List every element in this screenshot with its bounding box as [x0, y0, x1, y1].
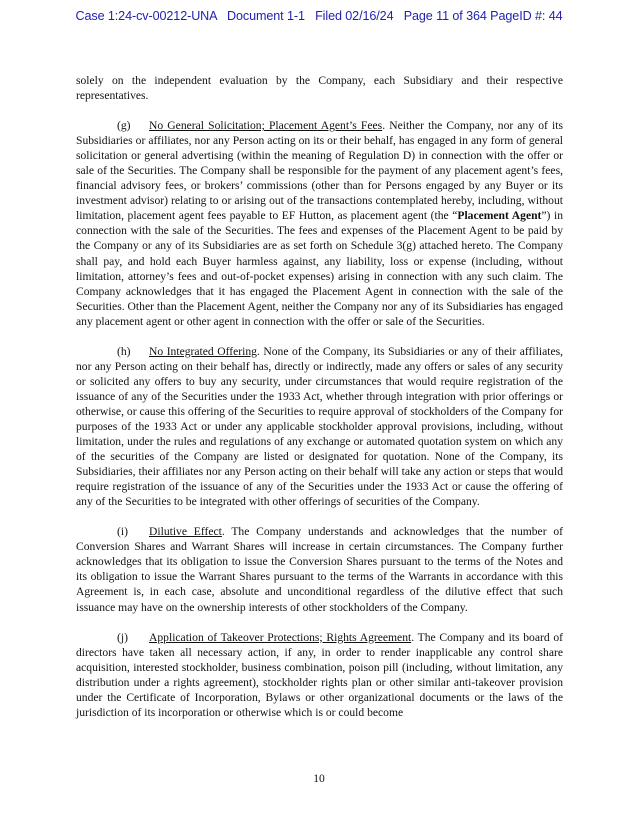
continuation-paragraph: solely on the independent evaluation by the Company, each Subsidiary and their respective representatives. — [76, 74, 563, 103]
section-i — [76, 524, 563, 614]
section-h — [76, 344, 563, 510]
section-body-cont: ”) in connection with the sale of the Securities. The fees and expenses of the Placement Agent to be paid by the Company or any of its Subsidiaries are as set forth on Schedule 3(g) attached hereto. The Company shall pay, and hold each Buyer harmless against, any liability, loss or expense (including, without limitation, attorney’s fees and out-of-pocket expenses) arising in connection with any such claim. The Company acknowledges that it has engaged the Placement Agent in connection with the sale of the Securities. Other than the Placement Agent, neither the Company nor any of its Subsidiaries has engaged any placement agent or other agent in connection with the offer or sale of the Securities. — [76, 209, 563, 328]
section-label: (i) — [117, 525, 128, 539]
court-filing-stamp: Case 1:24-cv-00212-UNA Document 1-1 Filed 02/16/24 Page 11 of 364 PageID #: 44 — [75, 9, 563, 23]
section-title: Dilutive Effect — [149, 525, 222, 539]
section-label: (j) — [117, 630, 128, 644]
section-j — [76, 630, 563, 720]
section-body: . Neither the Company, nor any of its Subsidiaries or affiliates, nor any Person acting on its or their behalf, has engaged in any form of general solicitation or general advertising (within the meaning of Regulation D) in connection with the offer or sale of the Securities. The Company shall be responsible for the payment of any placement agent’s fees, financial advisory fees, or brokers’ commissions (other than for Persons engaged by any Buyer or its investment advisor) relating to or arising out of the transactions contemplated hereby, including, without limitation, placement agent fees payable to EF Hutton, as placement agent (the “ — [76, 119, 563, 223]
section-label: (g) — [117, 119, 131, 133]
section-body: . None of the Company, its Subsidiaries or any of their affiliates, nor any Person acting on their behalf has, directly or indirectly, made any offers or sales of any security or solicited any offers to buy any security, under circumstances that would require registration of the issuance of any of the Securities under the 1933 Act, whether through integration with prior offerings or otherwise, or cause this offering of the Securities to require approval of stockholders of the Company for purposes of the 1933 Act or under any applicable stockholder approval provisions, including, without limitation, under the rules and regulations of any exchange or automated quotation system on which any of the securities of the Company are listed or designated for quotation. None of the Company, its Subsidiaries, their affiliates nor any Person acting on their behalf will take any action or steps that would require registration of the issuance of any of the Securities under the 1933 Act or cause the offering of any of the Securities to be integrated with other offerings of securities of the Company. — [76, 344, 564, 509]
defined-term: Placement Agent — [457, 209, 542, 223]
section-label: (h) — [117, 344, 131, 358]
section-title: No General Solicitation; Placement Agent’s Fees — [149, 119, 383, 133]
section-title: Application of Takeover Protections; Rights Agreement — [149, 630, 412, 644]
page-number: 10 — [313, 772, 325, 785]
section-body: . The Company understands and acknowledges that the number of Conversion Shares and Warrant Shares will increase in certain circumstances. The Company further acknowledges that its obligation to issue the Conversion Shares pursuant to the terms of the Notes and its obligation to issue the Warrant Shares pursuant to the terms of the Warrants in accordance with this Agreement is, in each case, absolute and unconditional regardless of the dilutive effect that such issuance may have on the ownership interests of other stockholders of the Company. — [76, 525, 563, 614]
section-title: No Integrated Offering — [149, 344, 257, 358]
section-g — [76, 118, 563, 329]
document-page — [76, 73, 563, 735]
section-body: . The Company and its board of directors have taken all necessary action, if any, in order to render inapplicable any control share acquisition, interested stockholder, business combination, poison pill (including, without limitation, any distribution under a rights agreement), stockholder rights plan or other similar anti-takeover provision under the Certificate of Incorporation, Bylaws or other organizational documents or the laws of the jurisdiction of its incorporation or otherwise which is or could become — [76, 630, 564, 719]
